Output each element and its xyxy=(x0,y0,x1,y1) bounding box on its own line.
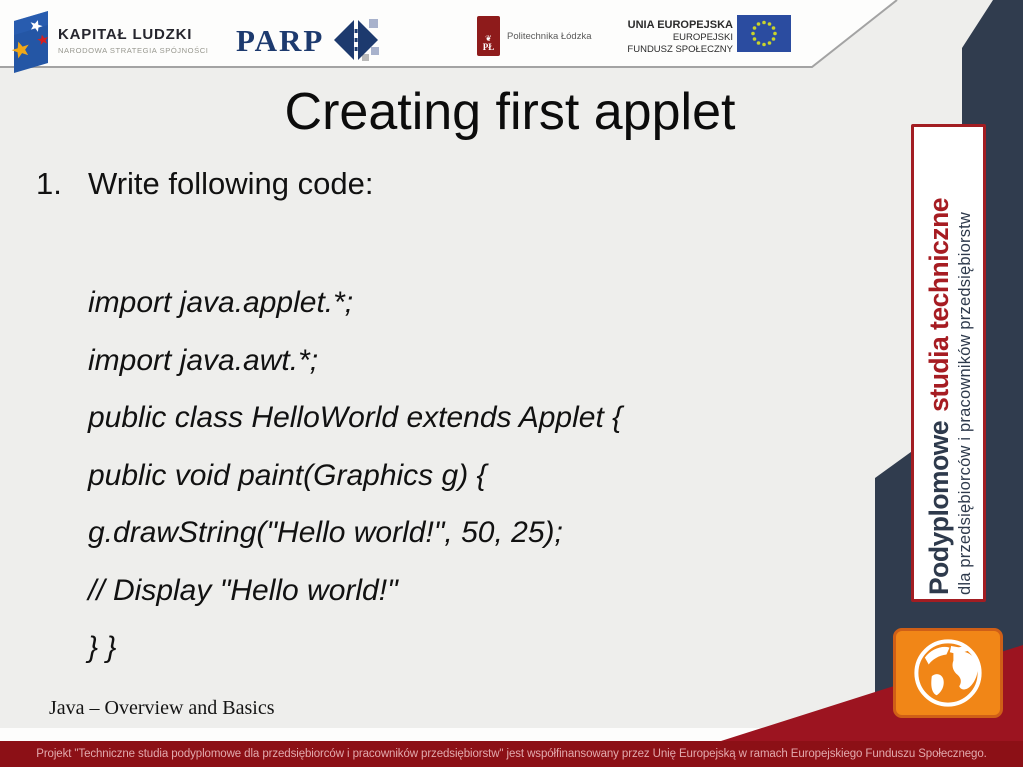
code-line: public void paint(Graphics g) { xyxy=(88,458,487,492)
banner-word-studia-techniczne: studia techniczne xyxy=(923,198,953,412)
politechnika-lodzka-emblem-icon xyxy=(477,16,500,56)
eu-line2: EUROPEJSKI xyxy=(672,32,733,43)
kapital-ludzki-logo xyxy=(58,26,208,55)
globe-icon xyxy=(911,636,985,710)
banner-line2: dla przedsiębiorców i pracowników przedsiębiorstw xyxy=(955,211,973,595)
emblem-ornament: ❦ xyxy=(485,34,492,43)
list-item-text: Write following code: xyxy=(88,166,374,201)
eu-line3: FUNDUSZ SPOŁECZNY xyxy=(627,44,733,55)
slide-footer-caption: Java – Overview and Basics xyxy=(49,697,275,719)
code-line: public class HelloWorld extends Applet { xyxy=(88,401,623,434)
eu-fund-label xyxy=(598,19,733,55)
eu-line1: UNIA EUROPEJSKA xyxy=(627,19,733,31)
parp-logo xyxy=(236,16,380,64)
code-line: import java.applet.*; xyxy=(88,286,354,319)
code-block xyxy=(88,274,622,677)
code-line: // Display "Hello world!" xyxy=(88,573,398,607)
eu-flag-icon xyxy=(737,15,791,52)
banner-word-podyplomowe: Podyplomowe xyxy=(923,420,953,595)
kapital-ludzki-flag-icon xyxy=(6,5,56,73)
politechnika-lodzka-label: Politechnika Łódzka xyxy=(507,31,592,42)
funding-footer-text: Projekt "Techniczne studia podyplomowe dla przedsiębiorców i pracowników przedsiębiorstw" jest współfinansowany przez Unię Europejską w ramach Europejskiego Funduszu Społecznego. xyxy=(36,748,987,760)
list-item-number: 1. xyxy=(36,166,62,201)
slide-title: Creating first applet xyxy=(284,83,736,141)
funding-footer-bar xyxy=(0,741,1023,767)
kapital-ludzki-subtitle: NARODOWA STRATEGIA SPÓJNOŚCI xyxy=(58,46,209,55)
politechnika-monogram: PŁ xyxy=(482,42,495,52)
code-line: } } xyxy=(88,631,117,664)
parp-diamond-icon xyxy=(332,16,380,64)
globe-badge xyxy=(893,628,1003,718)
banner-rotated-text xyxy=(916,129,982,597)
parp-wordmark: PARP xyxy=(236,22,325,58)
vertical-program-banner xyxy=(911,124,986,602)
code-line: import java.awt.*; xyxy=(88,343,319,377)
code-line: g.drawString("Hello world!", 50, 25); xyxy=(88,516,563,549)
banner-line1 xyxy=(922,129,954,595)
kapital-ludzki-title: KAPITAŁ LUDZKI xyxy=(58,26,193,43)
numbered-list-item xyxy=(36,166,373,202)
